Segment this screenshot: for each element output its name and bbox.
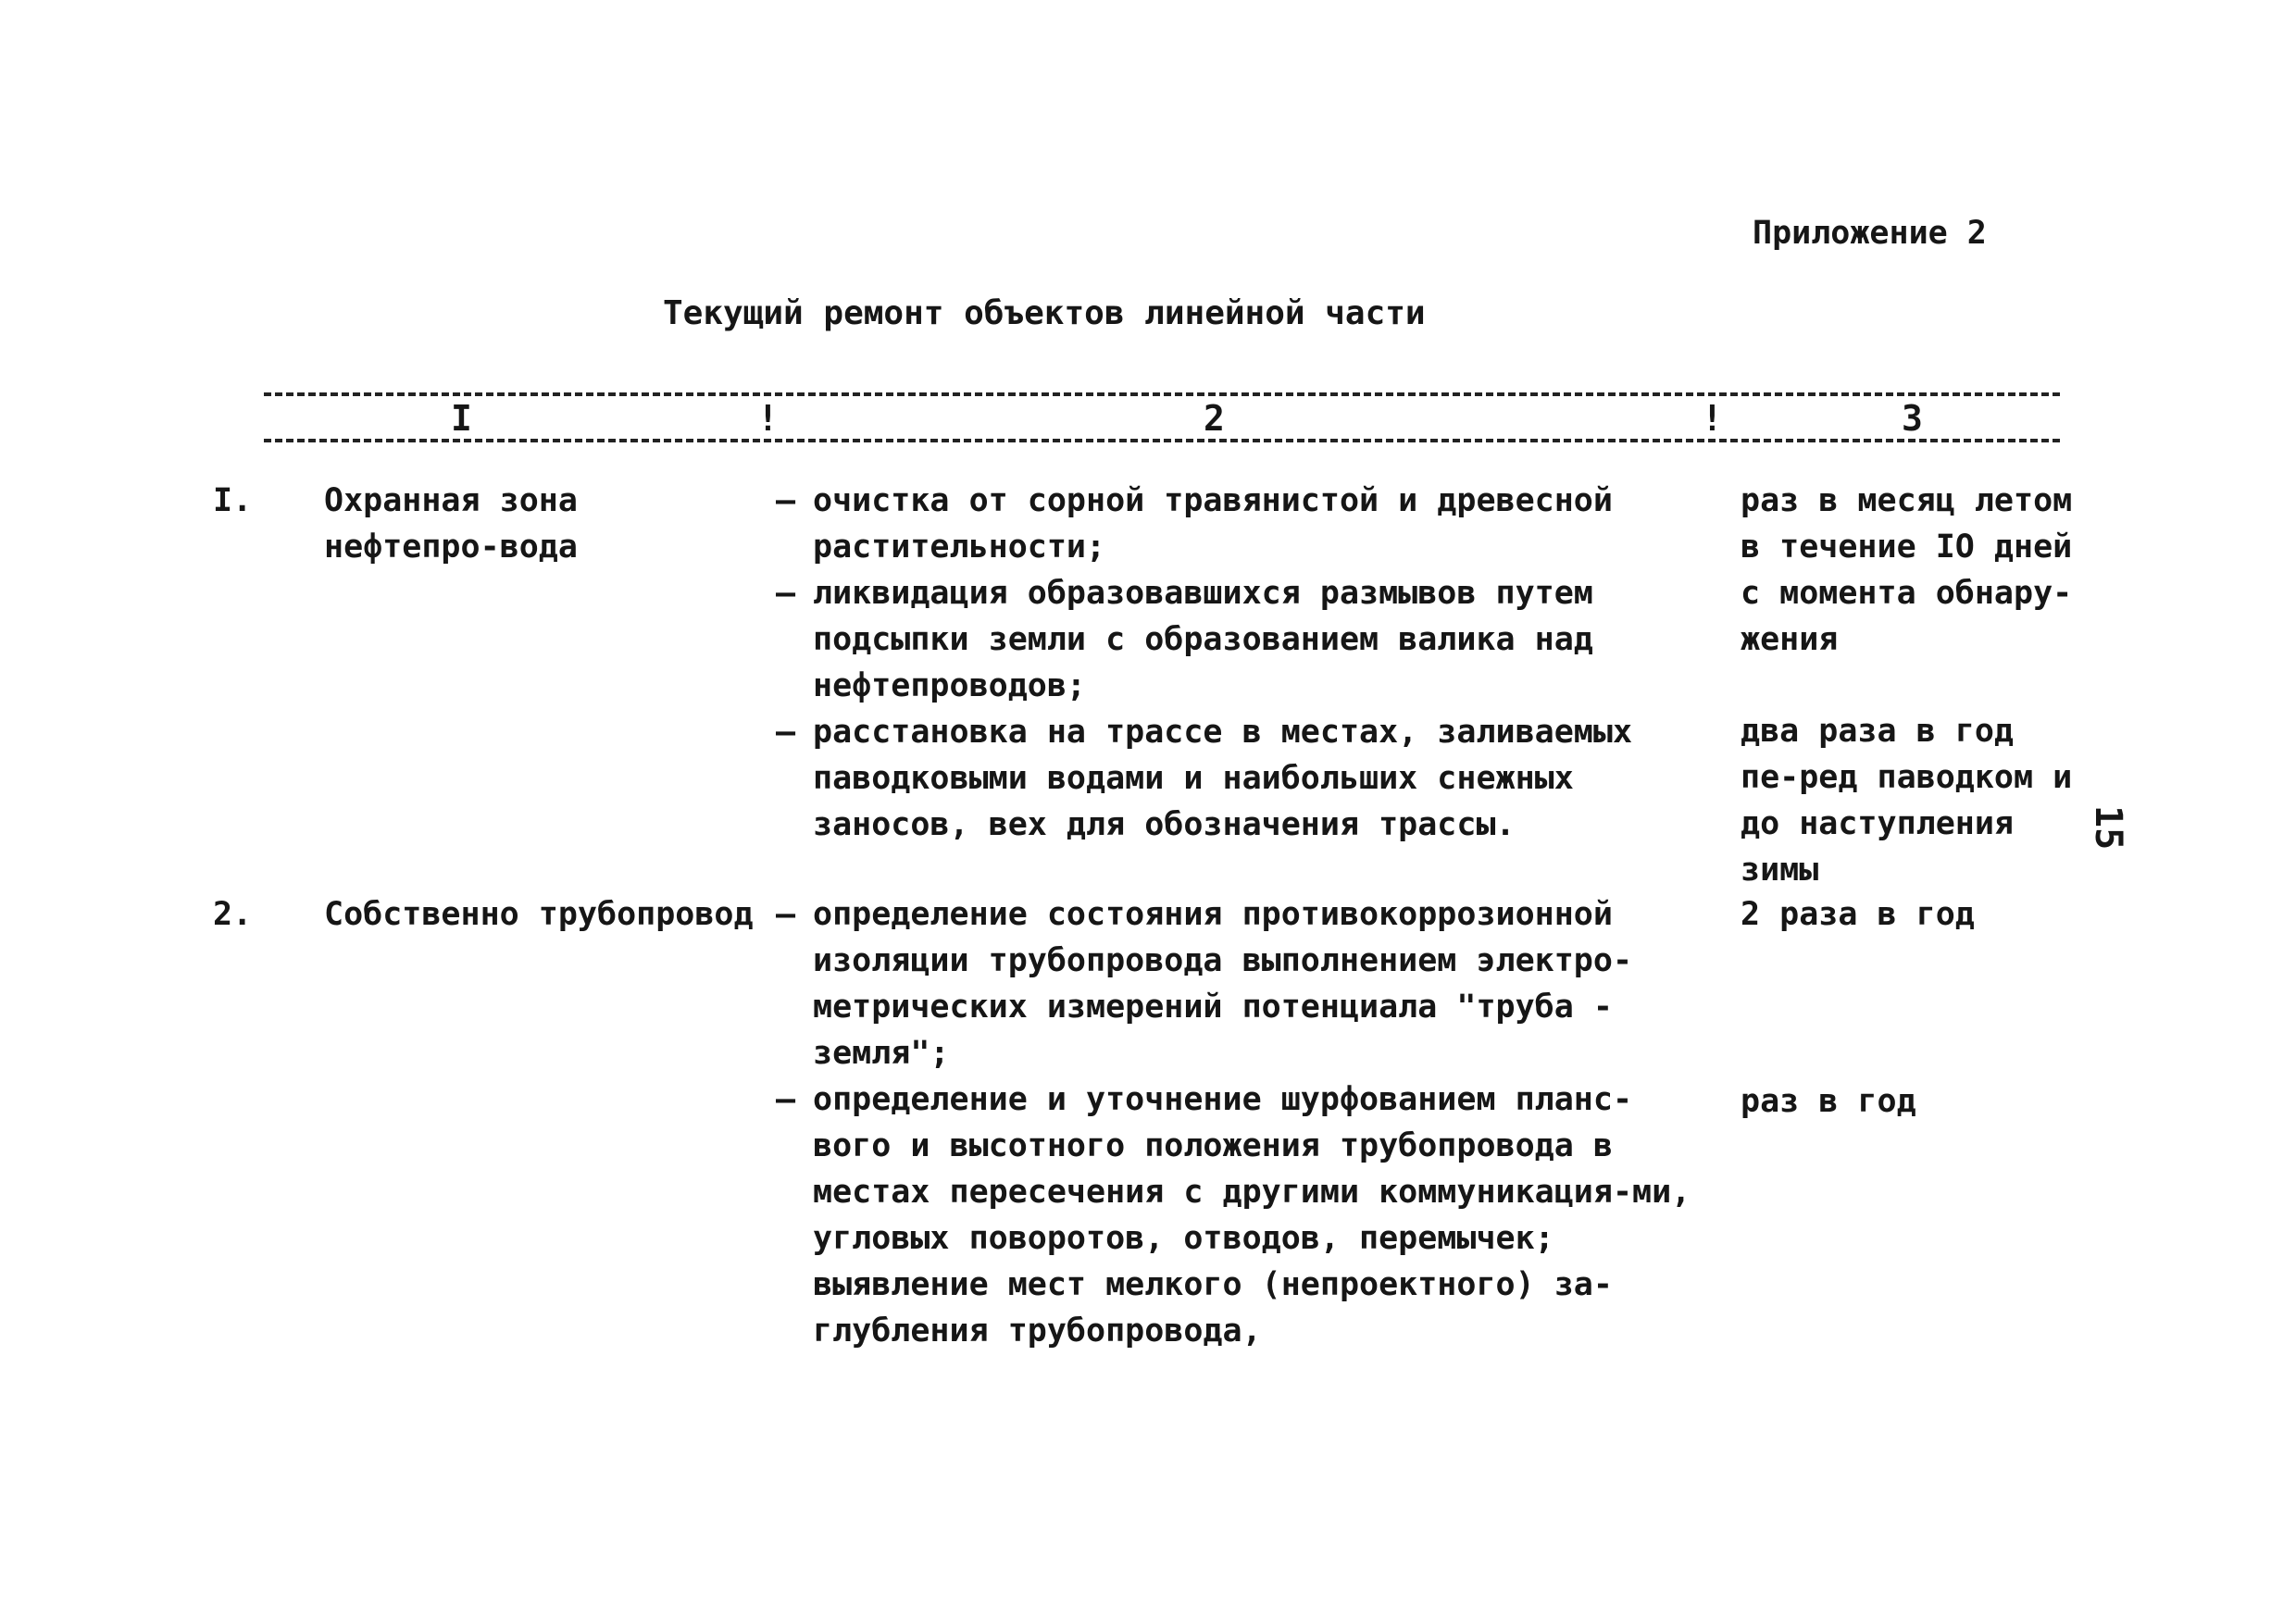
item-1-title [213, 478, 768, 570]
item-1-frequency-1 [1741, 478, 2083, 663]
item-2-name [213, 891, 768, 938]
item-2-frequency-2 [1741, 1078, 2083, 1125]
table-header-top-rule [264, 392, 2060, 396]
item-1-action-3: – расстановка на трассе в местах, заливаемых паводковыми водами и наибольших снежных заносов, вех для обозначения трассы. [776, 709, 1702, 848]
item-2-name-text: Собственно трубопровод [324, 896, 754, 933]
item-2-action-1: – определение состояния противокоррозионной изоляции трубопровода выполнением электро-метрических измерений потенциала "труба - земля"; [776, 891, 1702, 1076]
table-header-bottom-rule [264, 439, 2060, 442]
item-2-actions [776, 891, 1702, 1354]
appendix-label: Приложение 2 [1753, 215, 1987, 252]
item-1-frequency-2 [1741, 708, 2083, 893]
item-1-action-1: – очистка от сорной травянистой и древесной растительности; [776, 478, 1702, 570]
item-2-frequency-1 [1741, 891, 2083, 938]
column-number-2: 2 [1204, 398, 1225, 439]
item-1-frequency-1-text: раз в месяц летом в течение IO дней с момента обнару-жения [1741, 482, 2073, 658]
item-1-name [213, 478, 768, 570]
item-1-frequency-2-text: два раза в год пе-ред паводком и до наступления зимы [1741, 713, 2073, 889]
item-1-number: I. [213, 482, 253, 519]
column-separator: ! [1702, 398, 1723, 439]
item-1-action-2: – ликвидация образовавшихся размывов путем подсыпки земли с образованием валика над нефтепроводов; [776, 570, 1702, 709]
page-number: 15 [2087, 805, 2129, 851]
column-number-1: I [451, 398, 472, 439]
item-2-frequency-2-text: раз в год [1741, 1083, 1916, 1120]
page-title: Текущий ремонт объектов линейной части [663, 294, 1426, 332]
item-2-action-2: – определение и уточнение шурфованием планс-вого и высотного положения трубопровода в местах пересечения с другими коммуникация-ми, угловых поворотов, отводов, перемычек; выявление мест мелкого (непроектного) за-глубления трубопровода, [776, 1076, 1702, 1354]
item-1-actions [776, 478, 1702, 848]
item-2-title [213, 891, 768, 938]
column-number-3: 3 [1902, 398, 1923, 439]
item-2-frequency-1-text: 2 раза в год [1741, 896, 1975, 933]
column-separator: ! [757, 398, 779, 439]
item-1-name-text: Охранная зона нефтепро-вода [324, 482, 578, 566]
item-2-number: 2. [213, 896, 253, 933]
